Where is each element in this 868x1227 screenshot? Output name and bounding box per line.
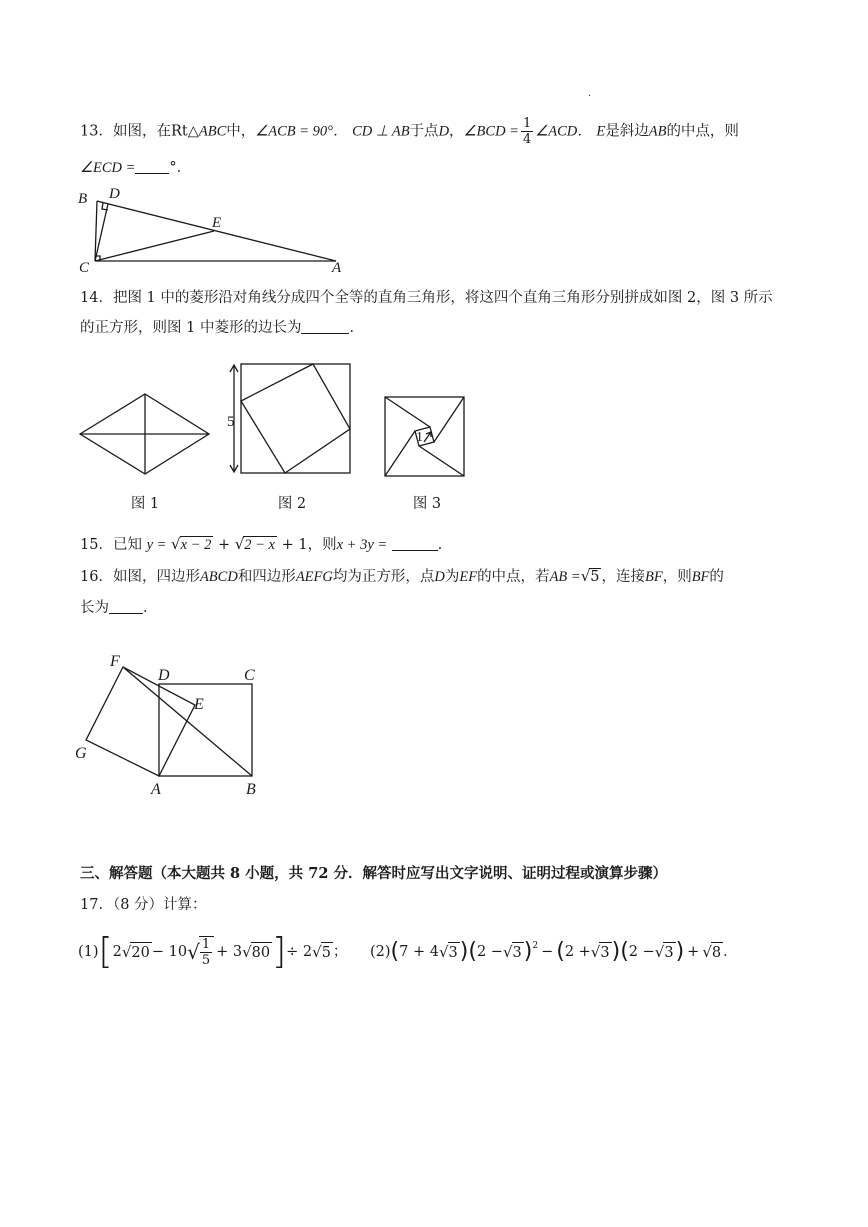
fig2-inner-square bbox=[241, 364, 350, 473]
q16-label-f: F bbox=[110, 653, 120, 670]
q14-line1: 14．把图 1 中的菱形沿对角线分成四个全等的直角三角形，将这四个直角三角形分别拼成如图 2，图 3 所示 bbox=[80, 290, 773, 306]
q14-figure3-square bbox=[382, 394, 468, 480]
q13-line1: 13．如图，在Rt△ABC中，∠ACB = 90°． CD ⊥ AB于点D，∠BCD = $\frac{1}{4}$ ∠ACD． E是斜边AB的中点，则 bbox=[80, 116, 739, 147]
fig2-dimension-label: 5 bbox=[227, 414, 235, 430]
corner-mark: . bbox=[588, 88, 592, 99]
fig2-outer-square bbox=[241, 364, 350, 473]
q16-number: 16． bbox=[80, 569, 113, 585]
q14-answer-blank bbox=[301, 319, 349, 334]
q17-part1: (1) [ 2 √ 20 − 10 √ $\frac{1}{5}$ + 3 √ 80 ] ÷ 2 √ 5 ； bbox=[78, 931, 348, 972]
q13-label-a: A bbox=[332, 260, 342, 276]
caption-fig2: 图 2 bbox=[277, 496, 307, 512]
q13-label-e: E bbox=[212, 215, 222, 231]
segment-bf bbox=[123, 667, 252, 776]
q15-answer-blank bbox=[392, 536, 438, 551]
q14-number: 14． bbox=[80, 290, 113, 306]
q16-label-b: B bbox=[246, 781, 256, 798]
q16-label-d: D bbox=[158, 667, 170, 684]
q13-label-c: C bbox=[79, 260, 90, 276]
q13-segment-ce bbox=[95, 231, 214, 261]
q14-line2: 的正方形，则图 1 中菱形的边长为 ． bbox=[80, 320, 364, 336]
q17-title: 17．（8 分）计算： bbox=[80, 897, 207, 913]
square-abcd bbox=[159, 684, 252, 776]
fig3-segment-1 bbox=[385, 397, 430, 427]
q17-part2: (2) ( 7 + 4 √ 3 ) ( 2 − √ 3 ) $^2$ − ( 2 + √ 3 ) ( 2 − √ 3 ) + √ 8 ． bbox=[370, 939, 738, 964]
q16-line1: 16．如图，四边形ABCD和四边形AEFG均为正方形，点D为EF的中点，若AB =√5 ，连接BF，则BF的 bbox=[80, 567, 724, 585]
q16-line2: 长为 ． bbox=[80, 600, 158, 616]
caption-fig3: 图 3 bbox=[412, 496, 442, 512]
q15-line: 15．已知 y = √x − 2 + √2 − x + 1，则x + 3y = ． bbox=[80, 535, 453, 553]
fig3-segment-3 bbox=[419, 446, 464, 476]
q13-label-b: B bbox=[78, 191, 88, 207]
q16-answer-blank bbox=[109, 599, 143, 614]
q13-figure bbox=[74, 184, 354, 276]
q16-label-c: C bbox=[244, 667, 255, 684]
section3-heading: 三、解答题（本大题共 8 小题，共 72 分．解答时应写出文字说明、证明过程或演算步骤） bbox=[80, 865, 667, 882]
q16-label-a: A bbox=[151, 781, 161, 798]
q16-label-e: E bbox=[194, 696, 204, 713]
q13-fraction: $\frac{1}{4}$ bbox=[522, 116, 532, 147]
q15-number: 15． bbox=[80, 537, 113, 553]
q13-answer-blank bbox=[135, 159, 169, 174]
fig3-segment-4 bbox=[385, 431, 415, 476]
fig3-segment-2 bbox=[434, 397, 464, 442]
q16-label-g: G bbox=[75, 745, 87, 762]
q16-figure bbox=[72, 650, 272, 800]
q14-figure2-square bbox=[224, 360, 354, 476]
caption-fig1: 图 1 bbox=[130, 496, 160, 512]
fig3-outer-square bbox=[385, 397, 464, 476]
q13-label-d: D bbox=[109, 186, 120, 202]
q13-number: 13． bbox=[80, 123, 113, 140]
square-aefg bbox=[86, 667, 195, 776]
q14-figure1-rhombus bbox=[78, 392, 212, 478]
q13-line2: ∠ECD = °． bbox=[80, 160, 192, 176]
fig3-label-1: 1 bbox=[416, 430, 423, 445]
